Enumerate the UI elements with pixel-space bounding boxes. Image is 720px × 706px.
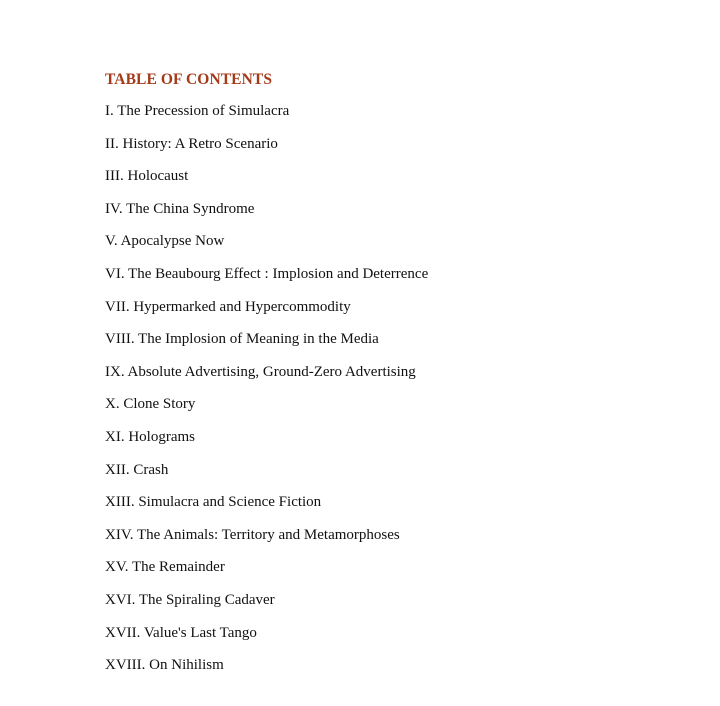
toc-entry-3: III. Holocaust bbox=[105, 168, 189, 185]
toc-entry-1: I. The Precession of Simulacra bbox=[105, 103, 290, 119]
toc-heading: TABLE OF CONTENTS bbox=[105, 71, 273, 88]
toc-entry-4: IV. The China Syndrome bbox=[105, 200, 255, 217]
toc-entry-7: VII. Hypermarked and Hypercommodity bbox=[105, 298, 351, 315]
toc-entry-6: VI. The Beaubourg Effect : Implosion and Deterrence bbox=[105, 265, 429, 282]
toc-entry-8: VIII. The Implosion of Meaning in the Media bbox=[105, 331, 379, 348]
toc-entry-11: XI. Holograms bbox=[105, 428, 195, 445]
toc-entry-16: XVI. The Spiraling Cadaver bbox=[105, 591, 275, 608]
toc-list bbox=[105, 102, 428, 689]
toc-entry-15: XV. The Remainder bbox=[105, 559, 225, 576]
toc-entry-18: XVIII. On Nihilism bbox=[105, 657, 224, 674]
toc-entry-2: II. History: A Retro Scenario bbox=[105, 135, 278, 152]
toc-entry-10: X. Clone Story bbox=[105, 396, 196, 413]
toc-entry-13: XIII. Simulacra and Science Fiction bbox=[105, 494, 322, 511]
toc-entry-12: XII. Crash bbox=[105, 461, 169, 478]
toc-entry-9: IX. Absolute Advertising, Ground-Zero Advertising bbox=[105, 363, 416, 380]
toc-entry-14: XIV. The Animals: Territory and Metamorphoses bbox=[105, 526, 400, 543]
toc-entry-5: V. Apocalypse Now bbox=[105, 233, 225, 250]
toc-entry-17: XVII. Value's Last Tango bbox=[105, 624, 257, 641]
